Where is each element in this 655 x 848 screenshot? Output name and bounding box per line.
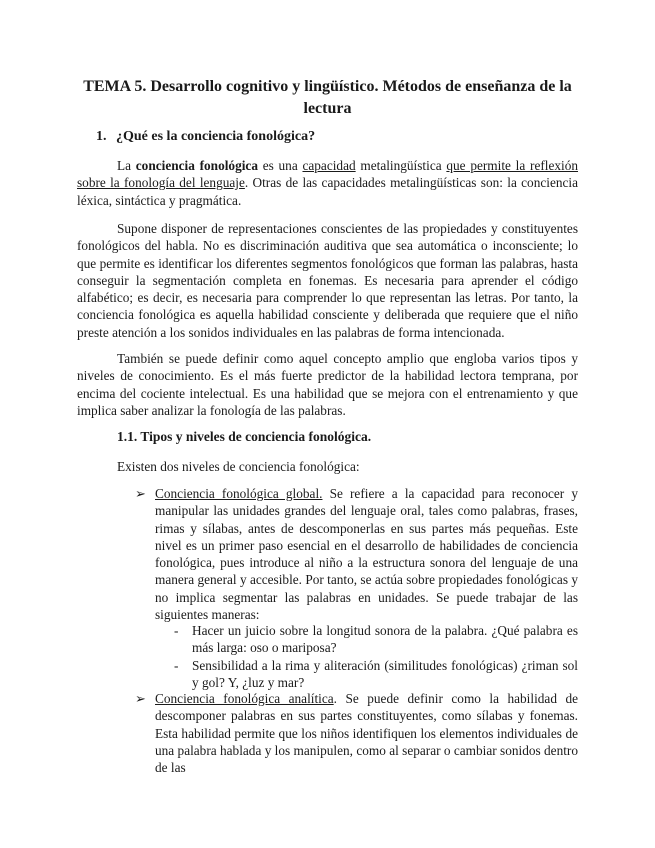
- p1-underline-reflexion: que permite la reflexión sobre la fonología del lenguaje: [77, 158, 579, 191]
- arrow-bullet-icon: ➢: [135, 486, 146, 501]
- bullet-1-body: Se refiere a la capacidad para reconocer y manipular las unidades grandes del lenguaje oral, tales como palabras, frases, rimas y sílabas, antes de descomponerlas en sus partes más pequeñas. Este nivel es un primer paso esencial en el desarrollo de habilidades de conciencia fonológica, pues introduce al niño a la estructura sonora del lenguaje de una manera general y accesible. Por tanto, se actúa sobre propiedades fonológicas y no implica segmentar las palabras en unidades. Se puede trabajar de las siguientes maneras:: [155, 486, 578, 623]
- p1-text-1: La: [117, 158, 136, 173]
- sub-item-rima: [174, 657, 578, 691]
- p1-bold-term: conciencia fonológica: [135, 158, 258, 173]
- document-title: TEMA 5. Desarrollo cognitivo y lingüístico. Métodos de enseñanza de la lectura: [83, 78, 572, 117]
- p1-text-2: es una: [257, 158, 303, 173]
- paragraph-definition: [77, 157, 578, 209]
- bullet-1-text: [155, 485, 578, 623]
- p1-text-4: . Otras de las capacidades metalingüísticas son: la conciencia léxica, sintáctica y pragmática.: [77, 175, 578, 208]
- dash-bullet-icon: -: [174, 658, 179, 673]
- p1-text-3: metalingüística: [355, 158, 447, 173]
- section-1-1-heading: 1.1. Tipos y niveles de conciencia fonológica.: [117, 429, 372, 444]
- bullet-1-term: Conciencia fonológica global.: [155, 486, 323, 501]
- section-1-heading: [96, 128, 315, 146]
- bullet-2-body: . Se puede definir como la habilidad de descomponer palabras en sus partes constituyentes, como sílabas y fonemas. Esta habilidad permite que los niños identifiquen los elementos individuales de una palabra hablada y los manipulen, como al separar o cambiar sonidos dentro de las: [155, 691, 578, 776]
- arrow-bullet-icon: ➢: [135, 691, 146, 706]
- p1-underline-capacidad: capacidad: [302, 158, 356, 173]
- section-1-title: ¿Qué es la conciencia fonológica?: [116, 129, 316, 144]
- sub-item-longitud: [174, 622, 578, 656]
- paragraph-representaciones: Supone disponer de representaciones conscientes de las propiedades y constituyentes fonológicos del habla. No es discriminación auditiva que sea automática o inconsciente; lo que permite es identificar los diferentes segmentos fonológicos que forman las palabras, hasta conseguir la segmentación completa en fonemas. Es necesaria para aprender el código alfabético; es decir, es necesaria para comprender lo que representan las letras. Por tanto, la conciencia fonológica es aquella habilidad consciente y deliberada que requiere que el niño preste atención a los sonidos individuales en las palabras de forma intencionada.: [77, 221, 578, 340]
- paragraph-concepto: También se puede definir como aquel concepto amplio que engloba varios tipos y niveles de conocimiento. Es el más fuerte predictor de la habilidad lectora temprana, por encima del cociente intelectual. Es una habilidad que se mejora con el entrenamiento y que implica saber analizar la fonología de las palabras.: [77, 351, 578, 418]
- bullet-conciencia-analitica: [135, 690, 578, 776]
- bullet-2-term: Conciencia fonológica analítica: [155, 691, 334, 706]
- dash-bullet-icon: -: [174, 623, 179, 638]
- bullet-conciencia-global: [135, 485, 578, 625]
- sub-item-1-text: Hacer un juicio sobre la longitud sonora de la palabra. ¿Qué palabra es más larga: oso o mariposa?: [192, 623, 578, 656]
- sub-item-2-text: Sensibilidad a la rima y aliteración (similitudes fonológicas) ¿riman sol y gol? Y, ¿luz y mar?: [192, 658, 578, 691]
- section-1-number: 1.: [96, 129, 107, 144]
- bullet-2-text: [155, 690, 578, 776]
- paragraph-niveles-intro: Existen dos niveles de conciencia fonológica:: [117, 459, 360, 474]
